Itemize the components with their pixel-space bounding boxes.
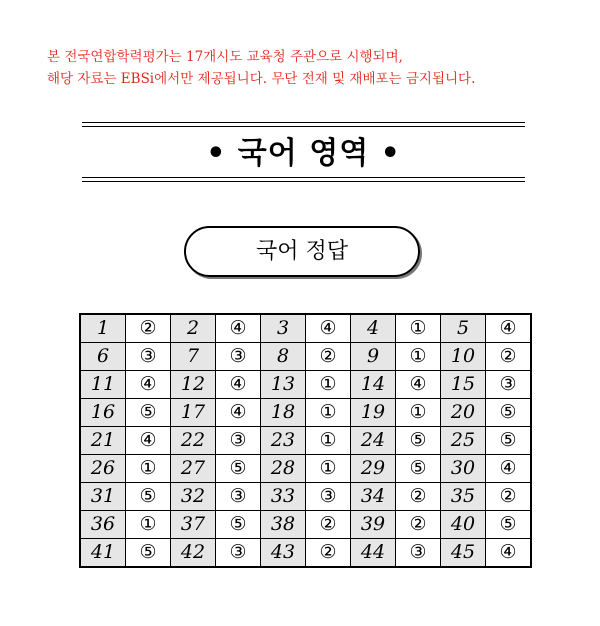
question-number: 24 — [351, 427, 396, 455]
answer-choice: ③ — [216, 483, 261, 511]
question-number: 23 — [261, 427, 306, 455]
question-number: 36 — [80, 511, 126, 539]
question-number: 20 — [441, 399, 486, 427]
question-number: 34 — [351, 483, 396, 511]
question-number: 33 — [261, 483, 306, 511]
notice-line-2: 해당 자료는 EBSi에서만 제공됩니다. 무단 전재 및 재배포는 금지됩니다. — [47, 71, 476, 87]
question-number: 8 — [261, 343, 306, 371]
question-number: 39 — [351, 511, 396, 539]
answer-choice: ⑤ — [216, 455, 261, 483]
section-title: • 국어 영역 • — [206, 136, 401, 171]
answer-choice: ⑤ — [126, 483, 171, 511]
question-number: 22 — [171, 427, 216, 455]
table-row — [80, 483, 531, 511]
question-number: 25 — [441, 427, 486, 455]
top-rule-inner — [82, 126, 525, 127]
answer-choice: ④ — [216, 371, 261, 399]
question-number: 26 — [80, 455, 126, 483]
answer-choice: ③ — [216, 539, 261, 568]
answer-choice: ① — [126, 455, 171, 483]
question-number: 17 — [171, 399, 216, 427]
answer-choice: ③ — [396, 539, 441, 568]
answer-choice: ① — [396, 343, 441, 371]
answer-choice: ① — [306, 399, 351, 427]
answer-choice: ⑤ — [396, 455, 441, 483]
question-number: 9 — [351, 343, 396, 371]
answer-choice: ① — [306, 427, 351, 455]
answer-choice: ④ — [486, 539, 532, 568]
question-number: 44 — [351, 539, 396, 568]
answer-choice: ② — [306, 511, 351, 539]
copyright-notice — [47, 46, 587, 90]
question-number: 7 — [171, 343, 216, 371]
table-row — [80, 343, 531, 371]
answer-choice: ⑤ — [396, 427, 441, 455]
answer-choice: ③ — [486, 371, 532, 399]
question-number: 38 — [261, 511, 306, 539]
top-rule-outer — [82, 122, 525, 123]
table-row — [80, 427, 531, 455]
question-number: 43 — [261, 539, 306, 568]
answer-choice: ⑤ — [216, 511, 261, 539]
answer-choice: ④ — [486, 314, 532, 343]
question-number: 10 — [441, 343, 486, 371]
answer-choice: ④ — [396, 371, 441, 399]
question-number: 14 — [351, 371, 396, 399]
question-number: 45 — [441, 539, 486, 568]
table-row — [80, 399, 531, 427]
question-number: 13 — [261, 371, 306, 399]
question-number: 40 — [441, 511, 486, 539]
answer-choice: ② — [396, 511, 441, 539]
question-number: 32 — [171, 483, 216, 511]
answer-choice: ② — [306, 539, 351, 568]
question-number: 6 — [80, 343, 126, 371]
notice-line-1: 본 전국연합학력평가는 17개시도 교육청 주관으로 시행되며, — [47, 49, 403, 65]
answer-choice: ⑤ — [486, 427, 532, 455]
question-number: 41 — [80, 539, 126, 568]
answer-choice: ⑤ — [486, 399, 532, 427]
question-number: 19 — [351, 399, 396, 427]
answer-choice: ④ — [126, 427, 171, 455]
question-number: 37 — [171, 511, 216, 539]
answer-choice: ③ — [126, 343, 171, 371]
answer-choice: ① — [306, 455, 351, 483]
answer-choice: ⑤ — [126, 399, 171, 427]
bottom-rule-inner — [82, 177, 525, 178]
answer-key-title: 국어 정답 — [184, 226, 420, 277]
question-number: 30 — [441, 455, 486, 483]
answer-choice: ② — [306, 343, 351, 371]
answer-choice: ① — [396, 399, 441, 427]
question-number: 15 — [441, 371, 486, 399]
answer-choice: ② — [486, 483, 532, 511]
answer-choice: ③ — [216, 427, 261, 455]
question-number: 42 — [171, 539, 216, 568]
answer-choice: ⑤ — [126, 539, 171, 568]
question-number: 1 — [80, 314, 126, 343]
answer-choice: ④ — [126, 371, 171, 399]
question-number: 29 — [351, 455, 396, 483]
answer-choice: ④ — [216, 399, 261, 427]
question-number: 28 — [261, 455, 306, 483]
question-number: 12 — [171, 371, 216, 399]
bottom-rule-outer — [82, 181, 525, 182]
question-number: 21 — [80, 427, 126, 455]
answer-choice: ① — [396, 314, 441, 343]
table-row — [80, 314, 531, 343]
table-row — [80, 371, 531, 399]
answer-choice: ① — [126, 511, 171, 539]
answer-choice: ③ — [306, 483, 351, 511]
answer-choice: ④ — [486, 455, 532, 483]
answer-choice: ② — [396, 483, 441, 511]
answer-choice: ④ — [306, 314, 351, 343]
question-number: 27 — [171, 455, 216, 483]
question-number: 31 — [80, 483, 126, 511]
question-number: 5 — [441, 314, 486, 343]
answer-choice: ② — [486, 343, 532, 371]
question-number: 35 — [441, 483, 486, 511]
table-row — [80, 511, 531, 539]
answer-choice: ③ — [216, 343, 261, 371]
answer-choice: ④ — [216, 314, 261, 343]
question-number: 4 — [351, 314, 396, 343]
question-number: 2 — [171, 314, 216, 343]
question-number: 3 — [261, 314, 306, 343]
answer-choice: ② — [126, 314, 171, 343]
answer-choice: ⑤ — [486, 511, 532, 539]
answer-table — [79, 313, 532, 568]
answer-choice: ① — [306, 371, 351, 399]
question-number: 18 — [261, 399, 306, 427]
table-row — [80, 455, 531, 483]
table-row — [80, 539, 531, 568]
question-number: 16 — [80, 399, 126, 427]
question-number: 11 — [80, 371, 126, 399]
